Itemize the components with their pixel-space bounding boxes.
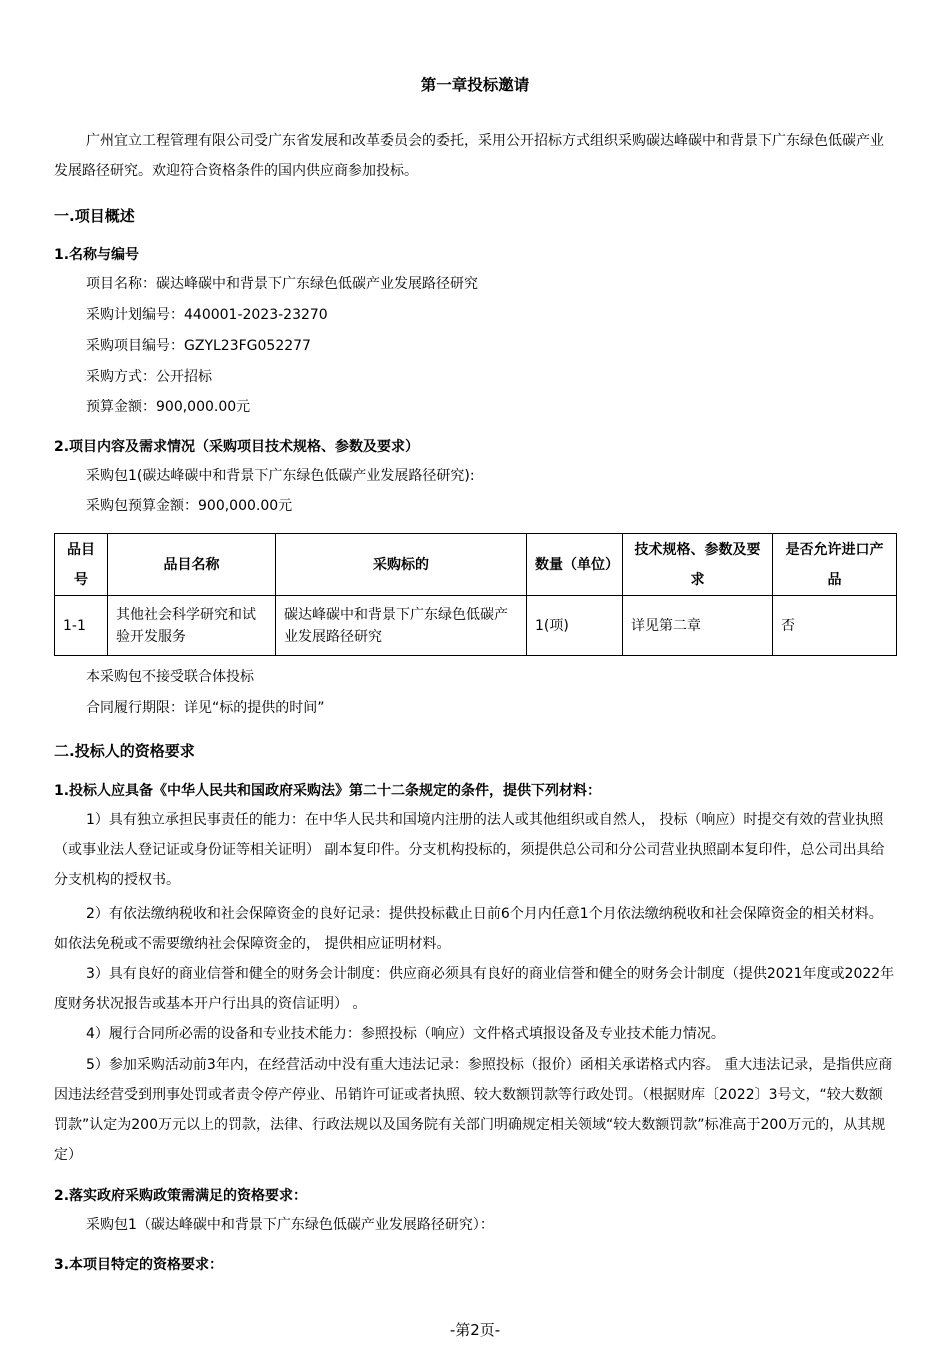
budget-amount: 预算金额：900,000.00元	[86, 399, 251, 415]
qualification-paragraph: 1）具有独立承担民事责任的能力：在中华人民共和国境内注册的法人或其他组织或自然人， 投标（响应）时提交有效的营业执照（或事业法人登记证或身份证等相关证明） 副本复印件。分支机构投标的，须提供总公司和分公司营业执照副本复印件，总公司出具给分支机构的授权书。	[54, 812, 885, 888]
header-subject: 采购标的	[276, 534, 527, 596]
subheading-policy-requirements: 2.落实政府采购政策需满足的资格要求：	[54, 1188, 308, 1204]
procurement-method: 采购方式：公开招标	[86, 369, 212, 385]
package-budget: 采购包预算金额：900,000.00元	[86, 498, 293, 514]
procurement-table	[54, 533, 897, 656]
page-title: 第一章投标邀请	[420, 76, 530, 94]
package-description: 采购包1(碳达峰碳中和背景下广东绿色低碳产业发展路径研究):	[86, 468, 475, 484]
cell-spec: 详见第二章	[623, 596, 773, 656]
cell-subject: 碳达峰碳中和背景下广东绿色低碳产业发展路径研究	[276, 596, 527, 656]
consortium-note: 本采购包不接受联合体投标	[86, 669, 254, 685]
contract-period-note: 合同履行期限：详见“标的提供的时间”	[86, 700, 325, 716]
cell-item-name: 其他社会科学研究和试验开发服务	[108, 596, 276, 656]
header-spec: 技术规格、参数及要求	[623, 534, 773, 596]
qualification-paragraph: 5）参加采购活动前3年内，在经营活动中没有重大违法记录：参照投标（报价）函相关承诺格式内容。 重大违法记录，是指供应商因违法经营受到刑事处罚或者责令停产停业、吊销许可证或者执照、较大数额罚款等行政处罚。（根据财库〔2022〕3号文，“较大数额罚款”认定为200万元以上的罚款，法律、行政法规以及国务院有关部门明确规定相关领域“较大数额罚款”标准高于200万元的，从其规定）	[54, 1057, 893, 1163]
table-header-row	[55, 534, 897, 596]
subheading-specific-requirements: 3.本项目特定的资格要求：	[54, 1257, 224, 1273]
header-item-name: 品目名称	[108, 534, 276, 596]
qualification-paragraph: 4）履行合同所必需的设备和专业技术能力：参照投标（响应）文件格式填报设备及专业技术能力情况。	[86, 1026, 725, 1042]
table-row	[55, 596, 897, 656]
cell-import: 否	[773, 596, 897, 656]
plan-number: 采购计划编号：440001-2023-23270	[86, 307, 328, 323]
header-quantity: 数量（单位）	[527, 534, 623, 596]
header-import: 是否允许进口产品	[773, 534, 897, 596]
qualification-paragraph: 3）具有良好的商业信誉和健全的财务会计制度：供应商必须具有良好的商业信誉和健全的财务会计制度（提供2021年度或2022年度财务状况报告或基本开户行出具的资信证明） 。	[54, 966, 895, 1012]
subheading-basic-conditions: 1.投标人应具备《中华人民共和国政府采购法》第二十二条规定的条件，提供下列材料：	[54, 783, 602, 799]
page-number: -第2页-	[449, 1321, 501, 1339]
subheading-content-requirements: 2.项目内容及需求情况（采购项目技术规格、参数及要求）	[54, 439, 420, 455]
subheading-name-number: 1.名称与编号	[54, 247, 140, 263]
policy-package-text: 采购包1（碳达峰碳中和背景下广东绿色低碳产业发展路径研究）：	[86, 1217, 494, 1233]
section-heading-qualifications: 二.投标人的资格要求	[54, 742, 195, 760]
section-heading-overview: 一.项目概述	[54, 207, 135, 225]
project-number: 采购项目编号：GZYL23FG052277	[86, 338, 311, 354]
intro-paragraph: 广州宜立工程管理有限公司受广东省发展和改革委员会的委托，采用公开招标方式组织采购碳达峰碳中和背景下广东绿色低碳产业发展路径研究。欢迎符合资格条件的国内供应商参加投标。	[54, 133, 884, 179]
qualification-paragraph: 2）有依法缴纳税收和社会保障资金的良好记录：提供投标截止日前6个月内任意1个月依法缴纳税收和社会保障资金的相关材料。 如依法免税或不需要缴纳社会保障资金的， 提供相应证明材料。	[54, 906, 883, 952]
header-item-no: 品目号	[55, 534, 108, 596]
project-name: 项目名称：碳达峰碳中和背景下广东绿色低碳产业发展路径研究	[86, 276, 478, 292]
cell-item-no: 1-1	[55, 596, 108, 656]
cell-quantity: 1(项)	[527, 596, 623, 656]
